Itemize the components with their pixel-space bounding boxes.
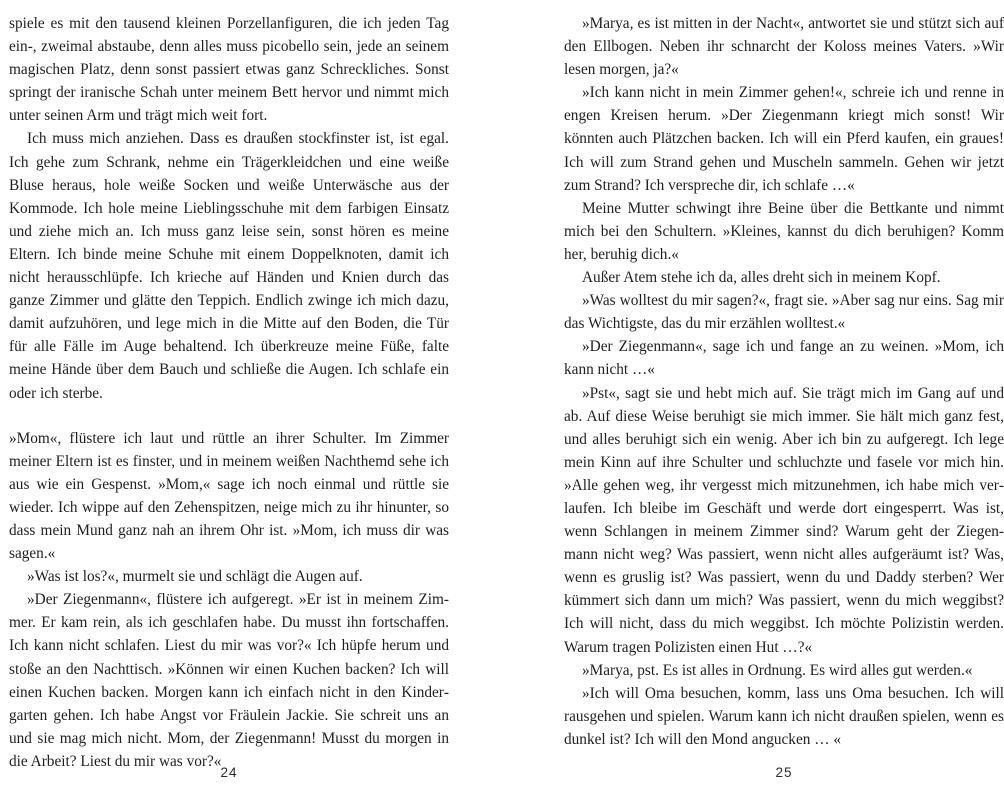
right-page-text <box>564 12 1004 751</box>
paragraph: Meine Mutter schwingt ihre Beine über die Bettkante und nimmt mich bei den Schultern. »Kleines, kannst du dich beruhigen? Komm her, beruhig dich.« <box>564 199 1004 263</box>
right-page <box>564 12 1004 800</box>
paragraph: »Was wolltest du mir sagen?«, fragt sie. »Aber sag nur eins. Sag mir das Wichtigste, das du mir erzählen wolltest.« <box>564 292 1004 333</box>
paragraph: »Ich kann nicht in mein Zimmer gehen!«, schreie ich und renne in engen Kreisen herum. »Der Ziegenmann kriegt mich sonst! Wir könnten auch Plätzchen backen. Ich will ein Pferd kaufen, ein graues! Ich will zum Strand gehen und Muscheln sammeln. Gehen wir jetzt zum Strand? Ich verspreche dir, ich schlafe …« <box>564 84 1004 194</box>
paragraph: »Der Ziegenmann«, flüstere ich aufgeregt. »Er ist in meinem Zimmer. Er kam rein, als ich geschlafen habe. Du musst ihn fortschaffen. Ich kann nicht schlafen. Liest du mir was vor?« Ich hüpfe herum und stoße an den Nachttisch. »Können wir einen Kuchen backen? Ich will einen Kuchen backen. Morgen kann ich einfach nicht in den Kindergarten gehen. Ich habe Angst vor Fräulein Jackie. Sie schreit uns an und sie mag mich nicht. Mom, der Ziegenmann! Musst du morgen in die Arbeit? Liest du mir was vor?« <box>9 591 449 770</box>
paragraph: Ich muss mich anziehen. Dass es draußen stockfinster ist, ist egal. Ich gehe zum Schrank, nehme ein Trägerkleidchen und eine weiße Bluse heraus, hole weiße Socken und weiße Unterwäsche aus der Kommode. Ich hole meine Lieblingsschuhe mit dem farbigen Einsatz und ziehe mich an. Ich muss ganz leise sein, sonst hören es meine Eltern. Ich binde meine Schuhe mit einem Doppelknoten, damit ich nicht herausschlüpfe. Ich krieche auf Händen und Knien durch das ganze Zimmer und glätte den Teppich. Endlich zwinge ich mich dazu, damit aufzuhören, und lege mich in die Mitte auf den Boden, die Tür für alle Fälle im Auge behaltend. Ich überkreuze meine Füße, falte meine Hände über dem Bauch und schließe die Augen. Ich schlafe ein oder ich sterbe. <box>9 130 449 402</box>
paragraph: »Ich will Oma besuchen, komm, lass uns Oma besuchen. Ich will rausgehen und spielen. Warum kann ich nicht draußen spielen, wenn es dunkel ist? Ich will den Mond angucken … « <box>564 684 1004 748</box>
left-page-text <box>9 12 449 773</box>
paragraph: Außer Atem stehe ich da, alles dreht sich in meinem Kopf. <box>582 269 941 287</box>
left-page <box>9 12 449 800</box>
paragraph: »Der Ziegenmann«, sage ich und fange an zu weinen. »Mom, ich kann nicht …« <box>564 338 1004 379</box>
page-number: 24 <box>220 765 238 780</box>
page-number: 25 <box>775 765 793 780</box>
paragraph: »Pst«, sagt sie und hebt mich auf. Sie trägt mich im Gang auf und ab. Auf diese Weise beruhigt sie mich immer. Sie hält mich ganz fest, und alles beruhigt sich ein wenig. Aber ich bin zu aufgeregt. Ich lege mein Kinn auf ihre Schulter und schluchzte und fasele vor mich hin. »Alle gehen weg, ihr vergesst mich mitzunehmen, ich habe mich verlaufen. Ich bleibe im Geschäft und werde dort eingesperrt. Was ist, wenn Schlangen in meinem Zimmer sind? Warum geht der Ziegenmann nicht weg? Was passiert, wenn nicht alles aufgeräumt ist? Was, wenn es gruslig ist? Was passiert, wenn du und Daddy sterben? Wer kümmert sich dann um mich? Was passiert, wenn du mich weggibst? Ich will nicht, dass du mich weggibst. Ich möchte Polizistin werden. Warum tragen Polizisten einen Hut …?« <box>564 384 1004 656</box>
paragraph: »Mom«, flüstere ich laut und rüttle an ihrer Schulter. Im Zimmer meiner Eltern ist es finster, und in meinem weißen Nachthemd sehe ich aus wie ein Gespenst. »Mom,« sage ich noch einmal und rüttle sie wieder. Ich wippe auf den Zehenspitzen, neige mich zu ihr hinunter, so dass mein Mund ganz nah an ihrem Ohr ist. »Mom, ich muss dir was sagen.« <box>9 429 449 563</box>
paragraph: »Was ist los?«, murmelt sie und schlägt die Augen auf. <box>27 568 363 586</box>
paragraph: »Marya, es ist mitten in der Nacht«, antwortet sie und stützt sich auf den Ellbogen. Neben ihr schnarcht der Koloss meines Vaters. »Wir lesen morgen, ja?« <box>564 15 1004 79</box>
paragraph: spiele es mit den tausend kleinen Porzellanfiguren, die ich jeden Tag ein-, zweimal abstaube, denn alles muss picobello sein, jede an seinem magischen Platz, denn sonst passiert etwas ganz Schreckliches. Sonst springt der iranische Schah unter meinem Bett hervor und nimmt mich unter seinen Arm und trägt mich weit fort. <box>9 15 449 125</box>
paragraph: »Marya, pst. Es ist alles in Ordnung. Es wird alles gut werden.« <box>582 661 973 679</box>
